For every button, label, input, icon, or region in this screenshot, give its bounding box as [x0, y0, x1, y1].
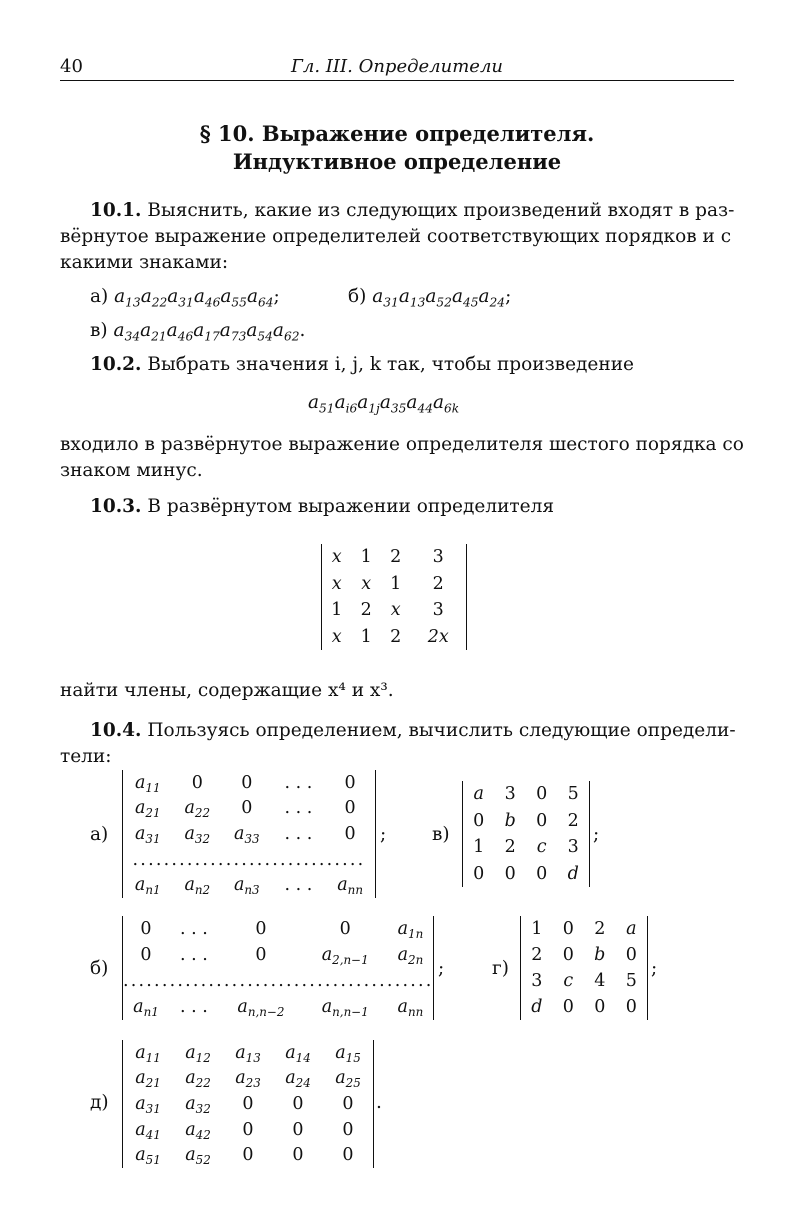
determinant-v: a 3 0 5 0 b 0 2 1 2 c 3 0 0 0 d	[462, 781, 590, 887]
item-label: а)	[90, 286, 109, 307]
page-number: 40	[60, 56, 83, 77]
determinant-g: 1 0 2 a 2 0 b 0 3 c 4 5 d 0 0 0	[520, 916, 648, 1020]
semicolon: ;	[380, 824, 387, 845]
product-b: б) $a_{31}a_{13}a_{52}a_{45}a_{24}$;	[348, 286, 512, 310]
problem-10-3-line1	[90, 494, 554, 520]
problem-number: 10.1.	[90, 200, 142, 221]
label-b: б)	[90, 958, 109, 979]
determinant-b: 0 . . . 0 0 $a_{1n}$ 0 . . . 0 $a_{2,n-1}$ $a_{2n}$ ........................................ $a_{n1}$ . . . $a_{n,n-2}$ $a_{n,n-1}$ $a_{nn}$	[122, 916, 434, 1020]
math-product: $a_{31}a_{13}a_{52}a_{45}a_{24}$	[372, 286, 506, 310]
problem-text: В развёрнутом выражении определителя	[147, 496, 555, 517]
label-v: в)	[432, 824, 450, 845]
determinant-d: $a_{11}$ $a_{12}$ $a_{13}$ $a_{14}$ $a_{15}$ $a_{21}$ $a_{22}$ $a_{23}$ $a_{24}$ $a_{25}$ $a_{31}$ $a_{32}$ 0 0 0 $a_{41}$ $a_{42}$ 0 0 0 $a_{51}$ $a_{52}$ 0 0 0	[122, 1040, 374, 1168]
math-product: $a_{34}a_{21}a_{46}a_{17}a_{73}a_{54}a_{62}$	[113, 320, 300, 344]
problem-number: 10.2.	[90, 354, 142, 375]
problem-10-1-line3: какими знаками:	[60, 252, 229, 273]
semicolon: ;	[593, 824, 600, 845]
problem-number: 10.3.	[90, 496, 142, 517]
problem-10-2-line3: знаком минус.	[60, 460, 203, 481]
section-title-line1: § 10. Выражение определителя.	[199, 121, 595, 146]
product-formula: $a_{51}a_{i6}a_{1j}a_{35}a_{44}a_{6k}$	[308, 392, 460, 416]
problem-10-3-after: найти члены, содержащие x⁴ и x³.	[60, 680, 394, 701]
problem-10-2-line1	[90, 352, 634, 378]
section-title-line2: Индуктивное определение	[232, 149, 562, 174]
running-header	[60, 52, 734, 81]
determinant-a: $a_{11}$ 0 0 . . . 0 $a_{21}$ $a_{22}$ 0 . . . 0 $a_{31}$ $a_{32}$ $a_{33}$ . . . 0 .............................. $a_{n1}$ $a_{n2}$ $a_{n3}$ . . . $a_{nn}$	[122, 770, 376, 898]
problem-number: 10.4.	[90, 720, 142, 741]
problem-text: Выбрать значения i, j, k так, чтобы произведение	[147, 354, 634, 375]
problem-10-2-line2: входило в развёрнутое выражение определителя шестого порядка со	[60, 434, 744, 455]
label-d: д)	[90, 1092, 109, 1113]
problem-10-1-line2: вёрнутое выражение определителей соответствующих порядков и с	[60, 226, 732, 247]
problem-10-1-line1	[90, 198, 735, 224]
period: .	[376, 1092, 382, 1113]
semicolon: ;	[651, 958, 658, 979]
item-label: в)	[90, 320, 108, 341]
product-v: в) $a_{34}a_{21}a_{46}a_{17}a_{73}a_{54}a_{62}$.	[90, 320, 306, 344]
running-head: Гл. III. Определители	[290, 56, 503, 77]
problem-10-4-line2: тели:	[60, 746, 112, 767]
label-g: г)	[492, 958, 509, 979]
problem-10-4-line1	[90, 718, 736, 744]
math-product: $a_{13}a_{22}a_{31}a_{46}a_{55}a_{64}$	[114, 286, 274, 310]
problem-text: Выяснить, какие из следующих произведений входят в раз-	[147, 200, 735, 221]
semicolon: ;	[438, 958, 445, 979]
item-label: б)	[348, 286, 367, 307]
determinant-10-3: x 1 2 3 x x 1 2 1 2 x 3 x 1 2 2x	[321, 544, 467, 650]
label-a: а)	[90, 824, 109, 845]
product-a: а) $a_{13}a_{22}a_{31}a_{46}a_{55}a_{64}$;	[90, 286, 280, 310]
problem-text: Пользуясь определением, вычислить следующие определи-	[147, 720, 736, 741]
